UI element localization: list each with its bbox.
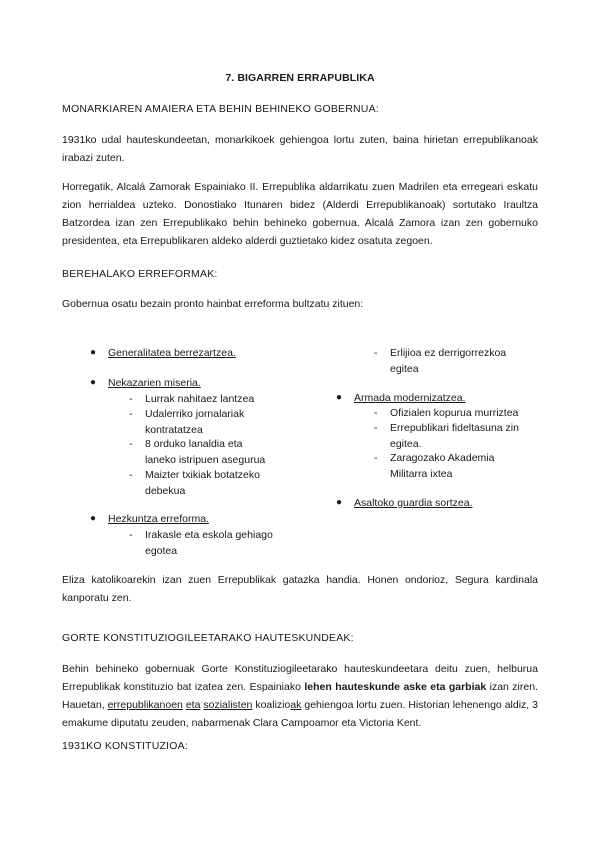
sub-item bbox=[129, 436, 275, 468]
bullet-peasants bbox=[90, 375, 201, 391]
page-title: 7. BIGARREN ERRAPUBLIKA bbox=[225, 72, 375, 84]
reforms-intro: Gobernua osatu bezain pronto hainbat erreforma bultzatu zituen: bbox=[62, 298, 364, 310]
sub-item-label: Maizter txikiak botatzeko debekua bbox=[145, 469, 260, 497]
paragraph-constituent-elections bbox=[62, 660, 538, 732]
sub-item bbox=[129, 527, 275, 559]
sub-item bbox=[374, 345, 520, 377]
section-heading-reforms: BEREHALAKO ERREFORMAK: bbox=[62, 268, 218, 280]
bullet-icon: ● bbox=[90, 513, 97, 524]
dash-icon: - bbox=[129, 438, 133, 450]
dash-icon: - bbox=[374, 422, 378, 434]
bullet-assault-guard bbox=[336, 495, 473, 511]
sub-item-label: Lurrak nahitaez lantzea bbox=[145, 393, 255, 405]
sub-item-label: Errepublikari fideltasuna zin egitea. bbox=[390, 422, 519, 450]
dash-icon: - bbox=[129, 529, 133, 541]
bullet-icon: ● bbox=[336, 497, 343, 508]
bullet-label: Nekazarien miseria. bbox=[108, 377, 201, 389]
text-run: Behin behineko gobernuak Gorte Konstituziogileetarako hauteskundeetara deitu zuen, helburua Errepublikak konstituzio bat izatea zen. Espainiako bbox=[62, 663, 538, 693]
sub-item-label: Erlijioa ez derrigorrezkoa egitea bbox=[390, 347, 507, 375]
paragraph-church-conflict: Eliza katolikoarekin izan zuen Errepublikak gatazka handia. Honen ondorioz, Segura kardinala kanporatu zen. bbox=[62, 574, 538, 604]
bullet-icon: ● bbox=[90, 377, 97, 388]
sub-item bbox=[129, 391, 275, 407]
paragraph-elections-1931: 1931ko udal hauteskundeetan, monarkikoek gehiengoa lortu zuten, baina hirietan errepublikanoak irabazi zuten. bbox=[62, 134, 538, 164]
dash-icon: - bbox=[129, 393, 133, 405]
sub-item-label: Udalerriko jornalariak kontratatzea bbox=[145, 408, 245, 436]
section-heading-elections: GORTE KONSTITUZIOGILEETARAKO HAUTESKUNDEAK: bbox=[62, 632, 354, 644]
underlined-text: sozialisten bbox=[203, 699, 253, 711]
bullet-icon: ● bbox=[90, 347, 97, 358]
bold-text: lehen hauteskunde aske eta garbiak bbox=[304, 681, 487, 693]
sub-item bbox=[129, 406, 275, 438]
dash-icon: - bbox=[129, 469, 133, 481]
sub-item bbox=[129, 467, 275, 499]
sub-item bbox=[374, 420, 520, 452]
underlined-text: ak bbox=[290, 699, 302, 711]
dash-icon: - bbox=[374, 407, 378, 419]
bullet-label: Asaltoko guardia sortzea. bbox=[354, 497, 473, 509]
sub-item-label: Zaragozako Akademia Militarra ixtea bbox=[390, 452, 495, 480]
sub-item bbox=[374, 405, 520, 421]
sub-item bbox=[374, 450, 520, 482]
text-run: izan ziren. Hauetan, bbox=[62, 681, 538, 711]
sub-item-label: 8 orduko lanaldia eta laneko istripuen asegurua bbox=[145, 438, 266, 466]
dash-icon: - bbox=[374, 452, 378, 464]
bullet-education bbox=[90, 511, 209, 527]
dash-icon: - bbox=[129, 408, 133, 420]
text-run: koalizio bbox=[252, 699, 291, 711]
bullet-army bbox=[336, 390, 466, 406]
bullet-label: Armada modernizatzea. bbox=[354, 392, 466, 404]
section-heading-constitution: 1931KO KONSTITUZIOA: bbox=[62, 740, 188, 752]
text-run: gehiengoa lortu zuen. Historian lehenengo aldiz, 3 emakume diputatu zeuden, nabarmenak Clara Campoamor eta Victoria Kent. bbox=[62, 699, 538, 729]
sub-item-label: Ofizialen kopurua murriztea bbox=[390, 407, 519, 419]
sub-item-label: Irakasle eta eskola gehiago egotea bbox=[145, 529, 273, 557]
paragraph-provisional-government: Horregatik, Alcalá Zamorak Espainiako II. Errepublika aldarrikatu zuen Madrilen eta erregeari eskatu zion herrialdea uzteko. Donostiako Itunaren bidez (Alderdi Errepublikanoak) sortutako Iraultza Batzordea izan zen Errepublikako behin behineko gobernua. Alcalá Zamora izan zen gobernuko presidentea, eta Errepublikaren aldeko alderdi guztietako kidez osatuta zegoen. bbox=[62, 181, 538, 247]
underlined-text: eta bbox=[185, 699, 201, 711]
bullet-icon: ● bbox=[336, 392, 343, 403]
section-heading-monarchy: MONARKIAREN AMAIERA ETA BEHIN BEHINEKO GOBERNUA: bbox=[62, 103, 379, 115]
bullet-generalitat bbox=[90, 345, 236, 361]
bullet-label: Generalitatea berrezartzea. bbox=[108, 347, 236, 359]
dash-icon: - bbox=[374, 347, 378, 359]
bullet-label: Hezkuntza erreforma. bbox=[108, 513, 209, 525]
underlined-text: errepublikanoen bbox=[107, 699, 183, 711]
